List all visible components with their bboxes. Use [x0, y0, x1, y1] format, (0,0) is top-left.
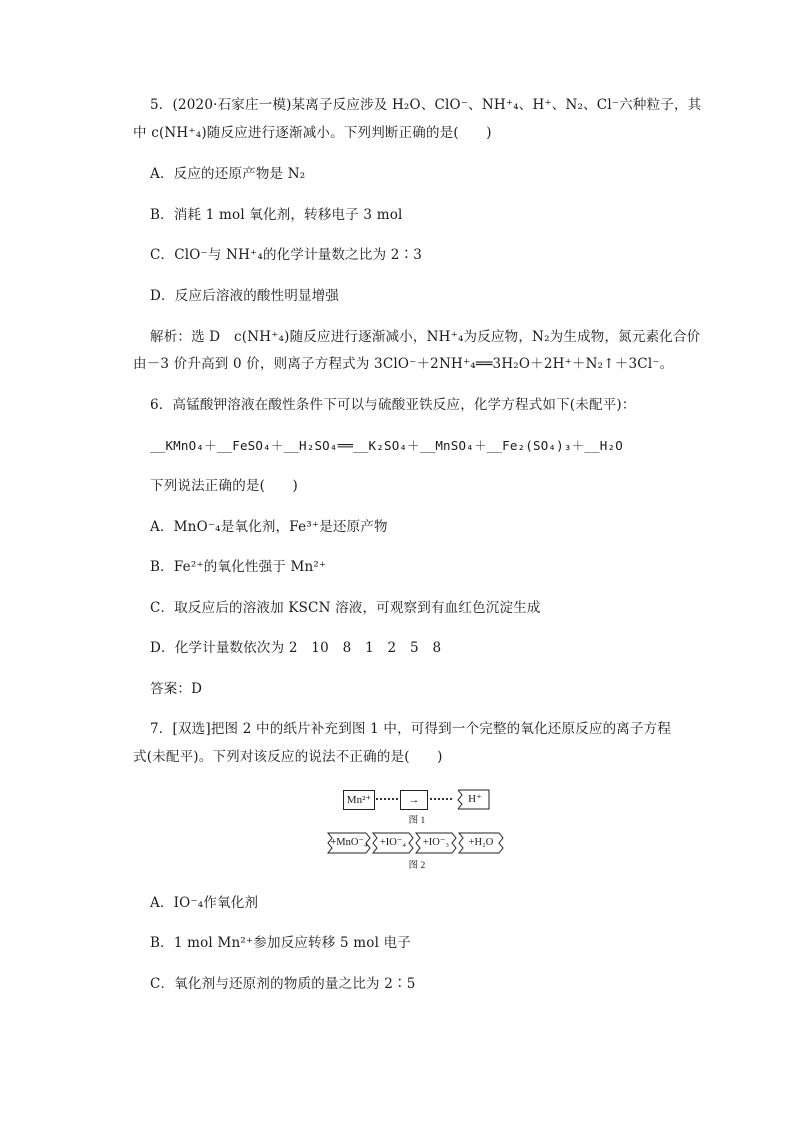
q6-equation: __KMnO₄＋__FeSO₄＋__H₂SO₄══__K₂SO₄＋__MnSO₄＋__Fe₂(SO₄)₃＋__H₂O — [150, 438, 623, 453]
q7-stem-line1: 7．[双选]把图 2 中的纸片补充到图 1 中，可得到一个完整的氧化还原反应的离子方程 — [150, 721, 672, 737]
q6-stem: 6．高锰酸钾溶液在酸性条件下可以与硫酸亚铁反应，化学方程式如下(未配平)： — [150, 397, 636, 413]
q6-question: 下列说法正确的是( ) — [150, 478, 298, 494]
q5-analysis-line1: 解析：选 D c(NH⁺₄)随反应进行逐渐减小，NH⁺₄为反应物，N₂为生成物，氮元素化合价 — [150, 329, 701, 345]
q7-stem-line2: 式(未配平)。下列对该反应的说法不正确的是( ) — [133, 749, 443, 765]
q5-stem-line1: 5．(2020·石家庄一模)某离子反应涉及 H₂O、ClO⁻、NH⁺₄、H⁺、N₂、Cl⁻六种粒子，其 — [150, 97, 702, 113]
q7-option-b: B．1 mol Mn²⁺参加反应转移 5 mol 电子 — [150, 935, 412, 951]
fig2-piece-io3: +IO⁻₃ — [422, 837, 450, 848]
q5-option-b: B．消耗 1 mol 氧化剂，转移电子 3 mol — [150, 207, 403, 223]
q7-option-a: A．IO⁻₄作氧化剂 — [150, 895, 259, 911]
fig1-mn2plus-box: Mn²⁺ — [343, 790, 375, 810]
fig2-piece-mno4: +MnO⁻₄ — [330, 837, 368, 848]
q6-option-d: D．化学计量数依次为 2 10 8 1 2 5 8 — [150, 640, 442, 656]
fig1-caption: 图 1 — [408, 816, 426, 826]
fig2-caption: 图 2 — [408, 861, 426, 871]
q6-answer: 答案：D — [150, 681, 203, 697]
fig1-hplus-label: H⁺ — [468, 793, 482, 805]
q6-option-c: C．取反应后的溶液加 KSCN 溶液，可观察到有血红色沉淀生成 — [150, 600, 541, 616]
fig1-dotted-line-left — [376, 798, 398, 802]
q5-option-d: D．反应后溶液的酸性明显增强 — [150, 288, 340, 304]
q7-option-c: C．氧化剂与还原剂的物质的量之比为 2∶5 — [150, 976, 416, 992]
q5-option-c: C．ClO⁻与 NH⁺₄的化学计量数之比为 2∶3 — [150, 247, 423, 263]
fig2-piece-io4: +IO⁻₄ — [379, 837, 407, 848]
q5-stem-line2: 中 c(NH⁺₄)随反应进行逐渐减小。下列判断正确的是( ) — [133, 125, 492, 141]
fig2-piece-h2o: +H₂O — [468, 837, 494, 848]
fig1-dotted-line-right — [430, 798, 452, 802]
q6-option-a: A．MnO⁻₄是氧化剂，Fe³⁺是还原产物 — [150, 519, 388, 535]
q6-option-b: B．Fe²⁺的氧化性强于 Mn²⁺ — [150, 559, 327, 575]
q5-analysis-line2: 由－3 价升高到 0 价，则离子方程式为 3ClO⁻＋2NH⁺₄══3H₂O＋2H⁺＋N₂↑＋3Cl⁻。 — [133, 356, 674, 372]
fig1-arrow-box: → — [400, 790, 428, 810]
q5-option-a: A．反应的还原产物是 N₂ — [150, 166, 306, 182]
